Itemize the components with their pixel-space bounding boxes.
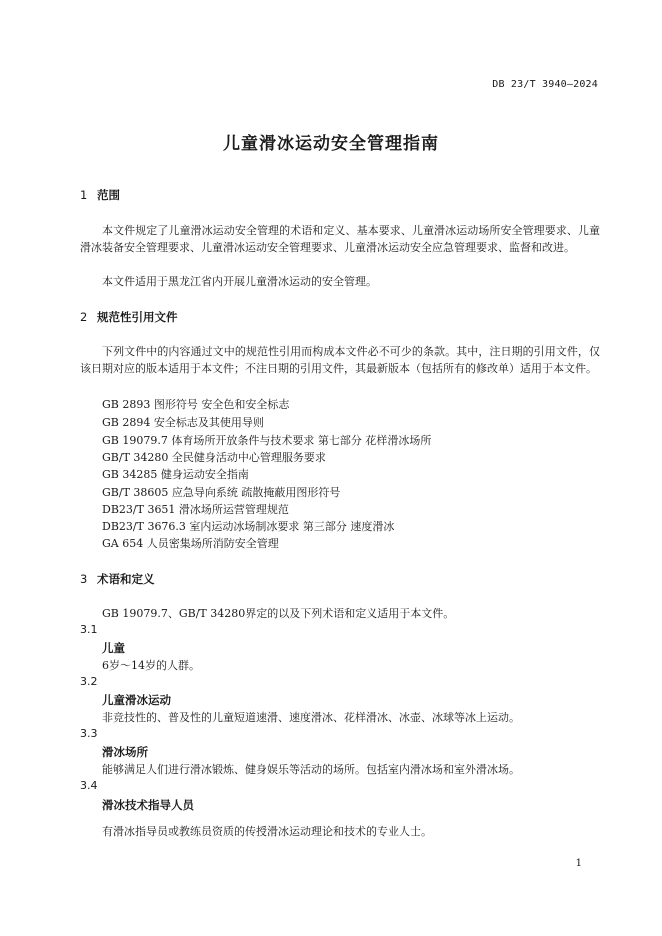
scope-applicability: 本文件适用于黑龙江省内开展儿童滑冰运动的安全管理。 bbox=[102, 275, 377, 288]
section-number: 1 bbox=[80, 188, 88, 202]
reference-item: GB 34285 健身运动安全指南 bbox=[102, 468, 249, 481]
section-heading-normative-references bbox=[80, 309, 178, 325]
term-number: 3.1 bbox=[80, 623, 98, 636]
section-title: 规范性引用文件 bbox=[97, 310, 178, 324]
section-title: 范围 bbox=[97, 188, 120, 202]
reference-item: GA 654 人员密集场所消防安全管理 bbox=[102, 537, 279, 550]
reference-item: GB 19079.7 体育场所开放条件与技术要求 第七部分 花样滑冰场所 bbox=[102, 434, 432, 447]
term-definition: 非竞技性的、普及性的儿童短道速滑、速度滑冰、花样滑冰、冰壶、冰球等冰上运动。 bbox=[102, 711, 520, 724]
standard-code: DB 23/T 3940—2024 bbox=[492, 79, 598, 90]
term-number: 3.2 bbox=[80, 675, 98, 688]
section-number: 2 bbox=[80, 310, 88, 324]
term-name: 滑冰技术指导人员 bbox=[102, 798, 194, 812]
term-name: 儿童 bbox=[102, 641, 125, 655]
term-number: 3.4 bbox=[80, 779, 98, 792]
term-number: 3.3 bbox=[80, 727, 98, 740]
term-name: 儿童滑冰运动 bbox=[102, 693, 171, 707]
term-definition: 能够满足人们进行滑冰锻炼、健身娱乐等活动的场所。包括室内滑冰场和室外滑冰场。 bbox=[102, 763, 520, 776]
section-title: 术语和定义 bbox=[97, 572, 155, 586]
references-intro: 下列文件中的内容通过文中的规范性引用而构成本文件必不可少的条款。其中，注日期的引用文件，仅该日期对应的版本适用于本文件；不注日期的引用文件，其最新版本（包括所有的修改单）适用于本文件。 bbox=[80, 345, 600, 375]
terms-intro: GB 19079.7、GB/T 34280界定的以及下列术语和定义适用于本文件。 bbox=[102, 607, 455, 620]
term-definition: 有滑冰指导员或教练员资质的传授滑冰运动理论和技术的专业人士。 bbox=[102, 825, 432, 838]
term-definition: 6岁～14岁的人群。 bbox=[102, 659, 200, 672]
document-title: 儿童滑冰运动安全管理指南 bbox=[223, 134, 439, 154]
reference-item: GB 2893 图形符号 安全色和安全标志 bbox=[102, 398, 290, 411]
reference-item: GB/T 38605 应急导向系统 疏散掩蔽用图形符号 bbox=[102, 486, 341, 499]
scope-paragraph: 本文件规定了儿童滑冰运动安全管理的术语和定义、基本要求、儿童滑冰运动场所安全管理要求、儿童滑冰装备安全管理要求、儿童滑冰运动安全管理要求、儿童滑冰运动安全应急管理要求、监督和改进。 bbox=[80, 224, 600, 254]
section-heading-scope bbox=[80, 187, 120, 203]
section-heading-terms bbox=[80, 571, 155, 587]
page-number: 1 bbox=[575, 858, 582, 869]
term-name: 滑冰场所 bbox=[102, 745, 148, 759]
reference-item: GB/T 34280 全民健身活动中心管理服务要求 bbox=[102, 451, 326, 464]
reference-item: GB 2894 安全标志及其使用导则 bbox=[102, 416, 264, 429]
reference-item: DB23/T 3676.3 室内运动冰场制冰要求 第三部分 速度滑冰 bbox=[102, 520, 395, 533]
reference-item: DB23/T 3651 滑冰场所运营管理规范 bbox=[102, 503, 289, 516]
section-number: 3 bbox=[80, 572, 88, 586]
